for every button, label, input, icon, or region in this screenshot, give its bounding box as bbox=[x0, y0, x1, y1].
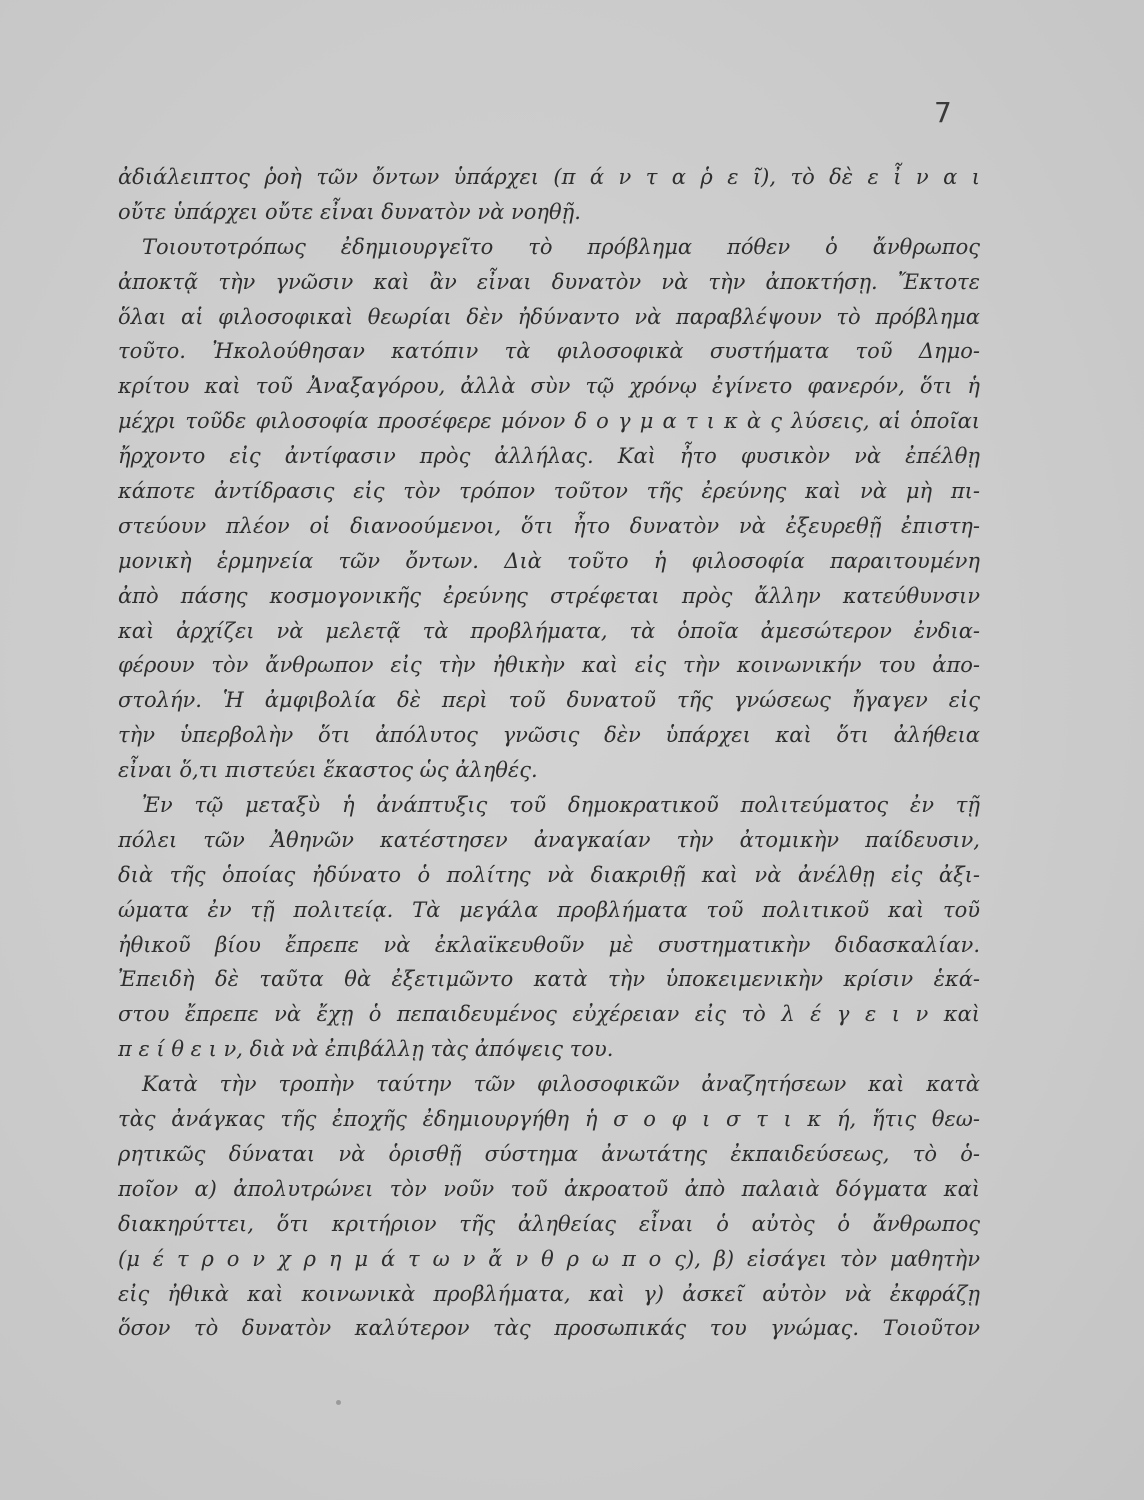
text-line: καὶ ἀρχίζει νὰ μελετᾷ τὰ προβλήματα, τὰ ὁποῖα ἀμεσώτερον ἐνδια- bbox=[118, 618, 980, 643]
text-line: ὅλαι αἱ φιλοσοφικαὶ θεωρίαι δὲν ἠδύναντο νὰ παραβλέψουν τὸ πρόβλημα bbox=[118, 304, 980, 329]
text-line: στεύουν πλέον οἱ διανοούμενοι, ὅτι ἦτο δυνατὸν νὰ ἐξευρεθῇ ἐπιστη- bbox=[118, 513, 980, 538]
text-line: τὴν ὑπερβολὴν ὅτι ἀπόλυτος γνῶσις δὲν ὑπάρχει καὶ ὅτι ἀλήθεια bbox=[118, 723, 980, 748]
text-line: κρίτου καὶ τοῦ Ἀναξαγόρου, ἀλλὰ σὺν τῷ χρόνῳ ἐγίνετο φανερόν, ὅτι ἡ bbox=[118, 374, 980, 399]
text-line: κάποτε ἀντίδρασις εἰς τὸν τρόπον τοῦτον τῆς ἐρεύνης καὶ νὰ μὴ πι- bbox=[118, 479, 980, 504]
text-line: μονικὴ ἑρμηνεία τῶν ὄντων. Διὰ τοῦτο ἡ φιλοσοφία παραιτουμένη bbox=[118, 548, 980, 573]
text-line: ἤρχοντο εἰς ἀντίφασιν πρὸς ἀλλήλας. Καὶ ἦτο φυσικὸν νὰ ἐπέλθῃ bbox=[118, 444, 980, 469]
text-line: ἀποκτᾷ τὴν γνῶσιν καὶ ἂν εἶναι δυνατὸν νὰ τὴν ἀποκτήσῃ. Ἔκτοτε bbox=[118, 269, 980, 294]
text-line: τὰς ἀνάγκας τῆς ἐποχῆς ἐδημιουργήθη ἡ σ ο φ ι σ τ ι κ ή, ἥτις θεω- bbox=[118, 1107, 980, 1132]
text-line: εἶναι ὅ,τι πιστεύει ἕκαστος ὡς ἀληθές. bbox=[118, 758, 538, 783]
page-number: 7 bbox=[934, 96, 952, 129]
text-line: μέχρι τοῦδε φιλοσοφία προσέφερε μόνον δ ο γ μ α τ ι κ ὰ ς λύσεις, αἱ ὁποῖαι bbox=[118, 409, 980, 434]
text-line: πόλει τῶν Ἀθηνῶν κατέστησεν ἀναγκαίαν τὴν ἀτομικὴν παίδευσιν, bbox=[118, 827, 980, 852]
text-line: ἠθικοῦ βίου ἔπρεπε νὰ ἐκλαϊκευθοῦν μὲ συστηματικὴν διδασκαλίαν. bbox=[118, 932, 980, 957]
text-line: π ε ί θ ε ι ν, διὰ νὰ ἐπιβάλλῃ τὰς ἀπόψεις του. bbox=[118, 1037, 614, 1062]
text-line: (μ έ τ ρ ο ν χ ρ η μ ά τ ω ν ἄ ν θ ρ ω π ο ς), β) εἰσάγει τὸν μαθητὴν bbox=[118, 1246, 980, 1271]
text-line: ρητικῶς δύναται νὰ ὁρισθῇ σύστημα ἀνωτάτης ἐκπαιδεύσεως, τὸ ὁ- bbox=[118, 1141, 980, 1166]
text-line: ἀδιάλειπτος ῥοὴ τῶν ὄντων ὑπάρχει (π ά ν τ α ῥ ε ῖ), τὸ δὲ ε ἶ ν α ι bbox=[118, 165, 980, 189]
paper-speck bbox=[336, 1400, 341, 1405]
text-line: ὅσον τὸ δυνατὸν καλύτερον τὰς προσωπικάς του γνώμας. Τοιοῦτον bbox=[118, 1316, 980, 1341]
text-line: Ἐπειδὴ δὲ ταῦτα θὰ ἐξετιμῶντο κατὰ τὴν ὑποκειμενικὴν κρίσιν ἑκά- bbox=[118, 967, 980, 992]
text-line: φέρουν τὸν ἄνθρωπον εἰς τὴν ἠθικὴν καὶ εἰς τὴν κοινωνικήν του ἀπο- bbox=[118, 653, 980, 678]
body-text bbox=[118, 160, 980, 1346]
text-line: ἀπὸ πάσης κοσμογονικῆς ἐρεύνης στρέφεται πρὸς ἄλλην κατεύθυνσιν bbox=[118, 583, 980, 608]
text-line: Τοιουτοτρόπως ἐδημιουργεῖτο τὸ πρόβλημα πόθεν ὁ ἄνθρωπος bbox=[142, 234, 980, 259]
text-line: τοῦτο. Ἠκολούθησαν κατόπιν τὰ φιλοσοφικὰ συστήματα τοῦ Δημο- bbox=[118, 339, 980, 364]
text-line: στολήν. Ἡ ἀμφιβολία δὲ περὶ τοῦ δυνατοῦ τῆς γνώσεως ἤγαγεν εἰς bbox=[118, 688, 980, 713]
text-line: ποῖον α) ἀπολυτρώνει τὸν νοῦν τοῦ ἀκροατοῦ ἀπὸ παλαιὰ δόγματα καὶ bbox=[118, 1176, 980, 1201]
text-line: οὔτε ὑπάρχει οὔτε εἶναι δυνατὸν νὰ νοηθῇ. bbox=[118, 199, 581, 224]
text-line: Ἐν τῷ μεταξὺ ἡ ἀνάπτυξις τοῦ δημοκρατικοῦ πολιτεύματος ἐν τῇ bbox=[142, 793, 980, 818]
text-line: στου ἔπρεπε νὰ ἔχῃ ὁ πεπαιδευμένος εὐχέρειαν εἰς τὸ λ έ γ ε ι ν καὶ bbox=[118, 1002, 980, 1027]
text-line: Κατὰ τὴν τροπὴν ταύτην τῶν φιλοσοφικῶν ἀναζητήσεων καὶ κατὰ bbox=[142, 1072, 980, 1097]
text-line: διακηρύττει, ὅτι κριτήριον τῆς ἀληθείας εἶναι ὁ αὐτὸς ὁ ἄνθρωπος bbox=[118, 1211, 980, 1236]
text-line: εἰς ἠθικὰ καὶ κοινωνικὰ προβλήματα, καὶ γ) ἀσκεῖ αὐτὸν νὰ ἐκφράζῃ bbox=[118, 1281, 980, 1306]
text-line: διὰ τῆς ὁποίας ἠδύνατο ὁ πολίτης νὰ διακριθῇ καὶ νὰ ἀνέλθῃ εἰς ἀξι- bbox=[118, 862, 980, 887]
text-line: ώματα ἐν τῇ πολιτείᾳ. Τὰ μεγάλα προβλήματα τοῦ πολιτικοῦ καὶ τοῦ bbox=[118, 897, 980, 922]
